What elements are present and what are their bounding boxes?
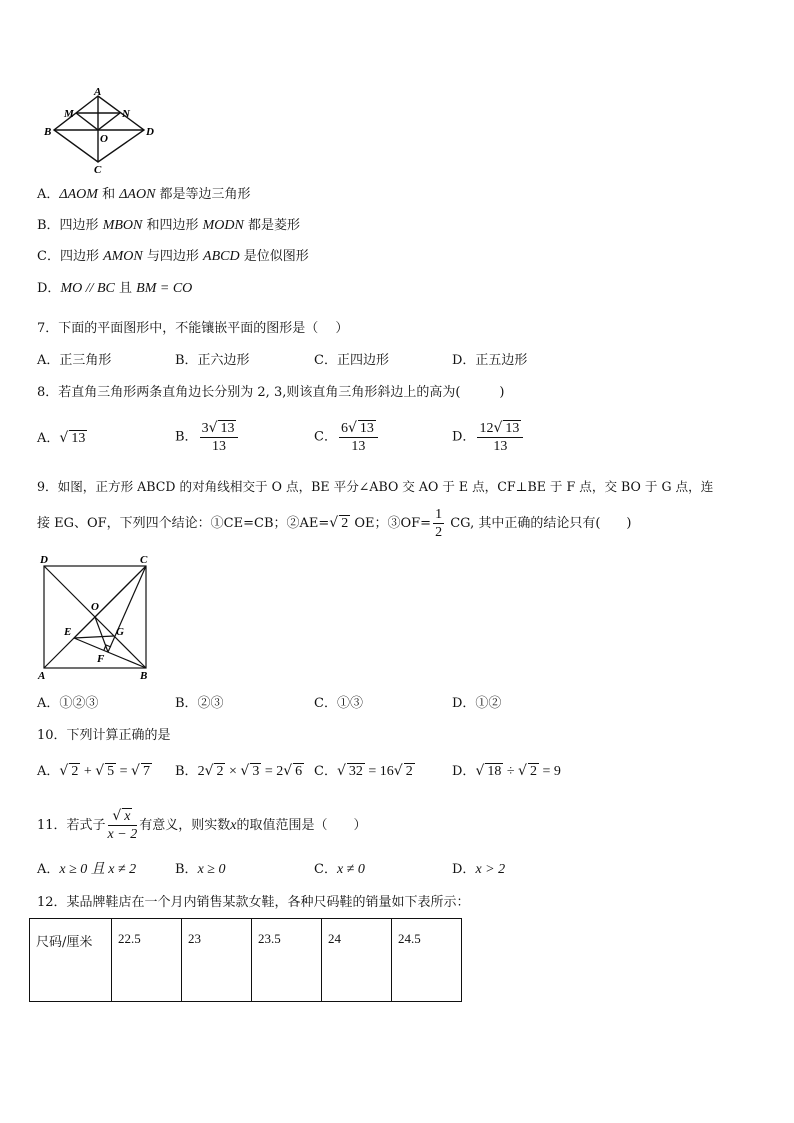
math: MODN [202,218,244,233]
option-label: D． [37,281,61,296]
fraction [433,506,444,541]
math: x [230,818,237,833]
table-row [30,919,462,1002]
denominator: x − 2 [107,827,138,842]
option-label: C． [314,764,337,779]
q9-stem-line1: 9．如图，正方形 ABCD 的对角线相交于 O 点，BE 平分∠ABO 交 AO 于 E 点，CF⊥BE 于 F 点，交 BO 于 G 点，连 [37,479,714,494]
label-f: F [97,653,105,665]
option-label: B． [175,429,198,445]
text: 与四边形 [142,249,204,264]
text: 和四边形 [142,218,203,233]
q7-option-c[interactable]: C．正四边形 [314,353,389,368]
operator: = 2 [261,764,284,779]
q6-option-c[interactable] [37,248,309,266]
q9-stem-line2 [37,505,632,542]
radicand: 13 [71,431,86,446]
radical-sign: √ [59,763,69,779]
math: ABCD [203,249,240,264]
q12-stem: 12．某品牌鞋店在一个月内销售某款女鞋，各种尺码鞋的销量如下表所示： [37,895,470,910]
label-g: G [116,626,124,638]
radical-sign: √ [59,430,69,446]
coefficient: 2 [197,764,205,779]
q10-stem: 10．下列计算正确的是 [37,728,171,743]
option-label: B． [175,764,198,779]
coefficient: 12 [479,421,494,436]
table-cell: 22.5 [112,919,182,1002]
radicand: 5 [107,764,115,779]
segment-eg [74,636,114,638]
rhombus-figure [40,86,160,174]
radical-sign: √ [493,420,503,436]
math: BM = CO [136,281,193,296]
radical-sign: √ [475,763,485,779]
radicand: 13 [359,421,374,436]
option-label: D． [452,862,476,877]
q10-option-b[interactable] [175,762,304,781]
radicand: 2 [405,764,413,779]
q9-option-b[interactable]: B．②③ [175,696,224,711]
text: 接 EG、OF，下列四个结论：①CE=CB；②AE= [37,516,330,531]
radical-sign: √ [336,763,346,779]
radicand: 2 [71,764,79,779]
label-d: D [40,554,48,566]
radical-sign: √ [393,763,403,779]
label-d: D [146,126,154,138]
math: AMON [103,249,143,264]
radical-sign: √ [112,808,122,824]
radicand: 3 [252,764,260,779]
table-cell: 24 [322,919,392,1002]
q7-option-d[interactable]: D．正五边形 [452,353,528,368]
q11-option-d[interactable] [452,861,505,879]
q11-stem [37,806,366,846]
radicand: 6 [295,764,303,779]
denominator: 13 [493,439,508,454]
operator: = [116,764,132,779]
operator: + [80,764,96,779]
option-label: A． [37,187,60,202]
q11-option-c[interactable] [314,861,365,879]
text: 都是等边三角形 [155,187,251,202]
option-label: D． [452,764,476,779]
table-cell: 23 [182,919,252,1002]
denominator: 13 [212,439,227,454]
label-a: A [38,670,46,682]
label-o: O [91,601,99,613]
operator: ÷ [503,764,519,779]
q8-option-c[interactable] [314,420,380,455]
operator: × [225,764,241,779]
segment-of [95,617,108,652]
option-label: B． [175,862,198,877]
q10-option-d[interactable] [452,762,561,781]
operator: = 16 [364,764,394,779]
radicand: 13 [505,421,520,436]
q10-option-a[interactable] [37,762,152,781]
q9-option-d[interactable]: D．①② [452,696,502,711]
q11-option-b[interactable] [175,861,225,879]
label-o: O [100,133,108,145]
table-header-cell: 尺码/厘米 [30,919,112,1002]
q8-option-d[interactable] [452,420,525,455]
numerator: 1 [435,507,443,522]
radical-sign: √ [329,515,339,531]
option-label: A． [37,431,60,446]
q9-option-c[interactable]: C．①③ [314,696,363,711]
shoe-size-table [29,918,462,1002]
radical-sign: √ [131,763,140,779]
option-label: B．四边形 [37,218,103,233]
radical-sign: √ [204,763,214,779]
label-b: B [44,126,52,138]
q10-option-c[interactable] [314,762,415,781]
denominator: 2 [435,525,443,540]
fraction [108,808,138,843]
radical-sign: √ [95,763,105,779]
option-label: C．四边形 [37,249,104,264]
text: 和 [97,187,120,202]
segment-cf [108,566,146,652]
math: MO // BC [60,281,115,296]
radical-sign: √ [283,763,293,779]
q6-option-a[interactable] [37,186,251,204]
option-label: C． [314,862,337,877]
label-e: E [64,626,72,638]
option-label: D． [452,429,476,445]
radicand: 18 [487,764,502,779]
q6-option-b[interactable] [37,217,300,235]
operator: = 9 [538,764,561,779]
math: x ≠ 0 [336,862,365,877]
radicand: 13 [220,421,235,436]
q9-option-a[interactable]: A．①②③ [37,696,99,711]
math: ΔAOM [59,187,98,202]
label-a: A [94,86,102,98]
text: CG, 其中正确的结论只有( ) [446,516,632,531]
label-m: M [64,108,74,120]
table-cell: 24.5 [392,919,462,1002]
math: ΔAON [119,187,156,202]
text: OE；③OF= [350,516,432,531]
text: 有意义，则实数 [139,818,231,833]
radicand: 32 [348,764,363,779]
math: x ≥ 0 [197,862,226,877]
radicand: 2 [341,516,349,531]
q11-option-a[interactable] [37,861,136,879]
fraction [200,420,239,455]
text: 11．若式子 [37,818,106,833]
option-label: A． [37,862,60,877]
q8-option-a[interactable] [37,420,87,457]
radical-sign: √ [518,763,527,779]
label-c: C [94,164,102,174]
table-cell: 23.5 [252,919,322,1002]
label-b: B [140,670,148,682]
denominator: 13 [351,439,366,454]
text: 的取值范围是（ ） [236,818,367,833]
math: x > 2 [475,862,506,877]
segment-be [74,638,146,668]
option-label: A． [37,764,60,779]
label-n: N [122,108,130,120]
radical-sign: √ [208,420,218,436]
q7-stem: 7．下面的平面图形中，不能镶嵌平面的图形是（ ） [37,321,349,336]
q7-option-a[interactable]: A．正三角形 [37,353,112,368]
q6-option-d[interactable] [37,280,192,298]
q8-stem: 8．若直角三角形两条直角边长分别为 2, 3,则该直角三角形斜边上的高为( ) [37,385,505,400]
radical-sign: √ [347,420,357,436]
fraction [477,420,523,455]
option-label: C． [314,429,337,445]
fraction [339,420,378,455]
coefficient: 3 [201,421,209,436]
segment-ce [74,566,146,638]
radicand: 2 [216,764,224,779]
math: x ≥ 0 且 x ≠ 2 [59,862,137,877]
radicand: 2 [529,764,537,779]
segment-no [98,113,120,130]
segment-mo [76,113,98,130]
text: 都是菱形 [243,218,300,233]
q8-option-b[interactable] [175,420,240,455]
radicand: x [124,809,131,824]
text: 且 [114,281,137,296]
text: 是位似图形 [239,249,309,264]
radical-sign: √ [240,763,250,779]
radicand: 7 [142,764,150,779]
coefficient: 6 [340,421,348,436]
square-figure [34,552,158,682]
label-c: C [140,554,148,566]
q7-option-b[interactable]: B．正六边形 [175,353,250,368]
math: MBON [102,218,143,233]
